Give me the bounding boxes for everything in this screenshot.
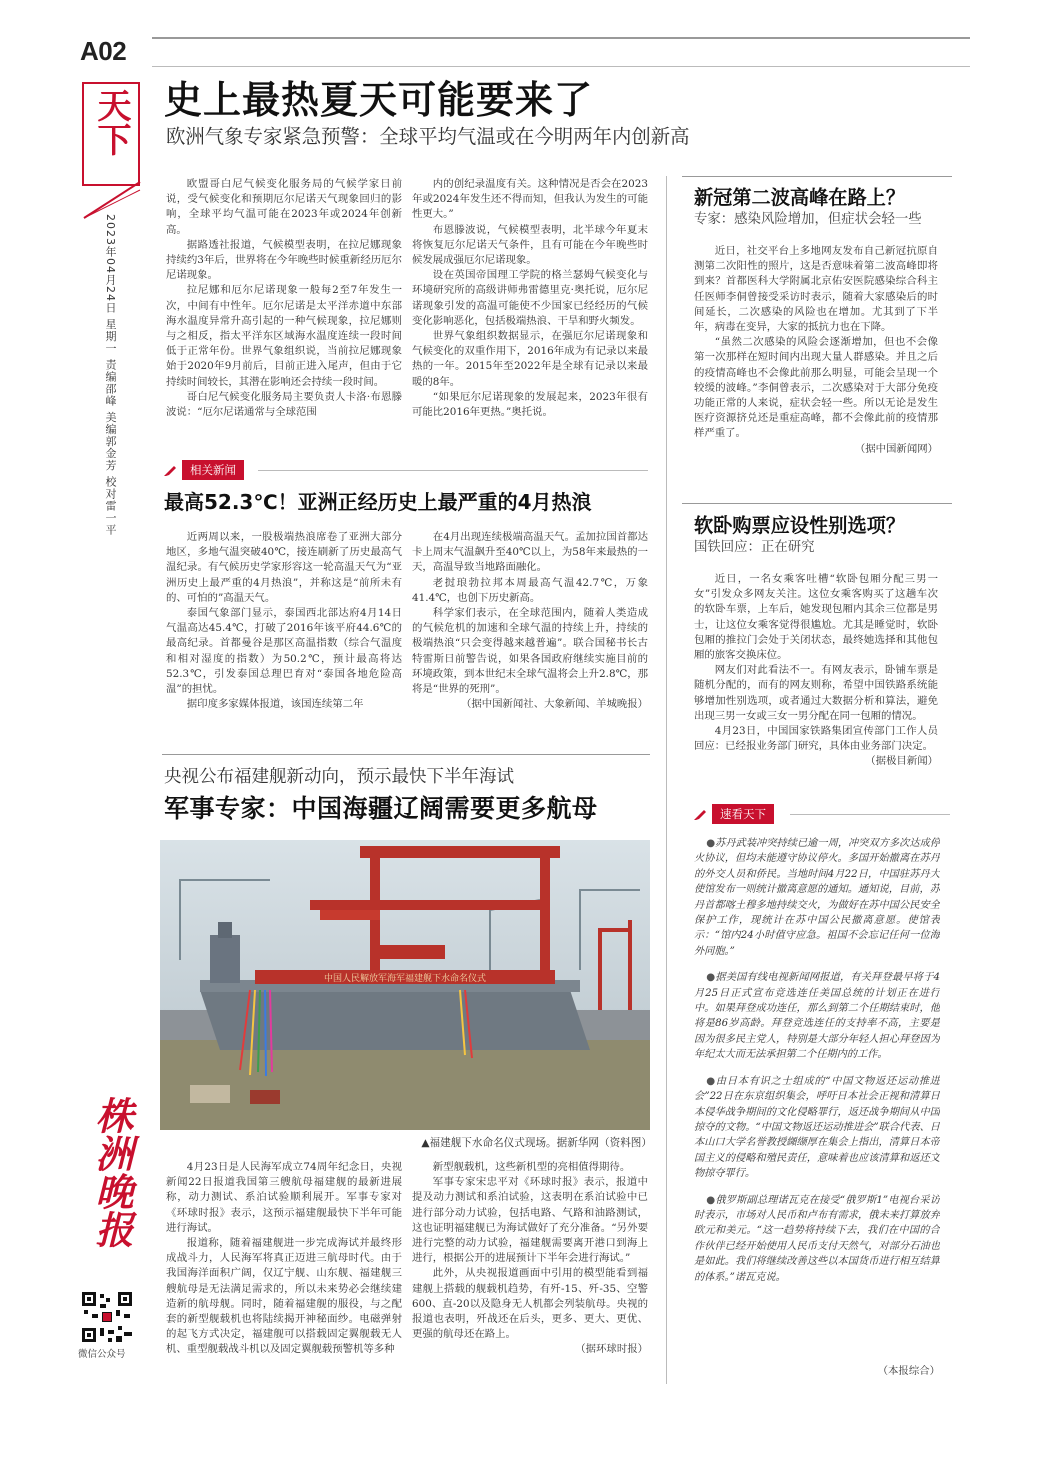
pen-icon (692, 806, 708, 822)
source-credit: （据中国新闻网） (854, 442, 938, 455)
related-tag-label: 相关新闻 (182, 460, 244, 480)
right-top-rule (682, 176, 952, 177)
related-col-1 (166, 530, 402, 742)
list-item: ●苏丹武装冲突持续已逾一周，冲突双方多次达成停火协议，但均未能遵守协议停火。多国开始撤离在苏丹的外交人员和侨民。当地时间4月22日，中国驻苏丹大使馆发布一则统计撤离意愿的通知。通知说，目前，苏丹首都喀土穆多地持续交火，为做好在苏中国公民安全保护工作，现统计在苏中国公民撤离意愿。使馆表示：“馆内24小时值守应急。祖国不会忘记任何一位海外同胞。” (694, 838, 940, 957)
quick-tag-label: 速看天下 (712, 804, 774, 824)
related-rule (258, 470, 648, 471)
paragraph: “如果厄尔尼诺现象的发展起来，2023年很有可能比2016年更热。”奥托说。 (412, 390, 648, 419)
qr-caption: 微信公众号 (78, 1349, 126, 1360)
right-rule (682, 503, 952, 504)
carrier-kicker: 央视公布福建舰新动向，预示最快下半年海试 (164, 767, 514, 787)
paragraph: 网友们对此看法不一。有网友表示，卧铺车票是随机分配的，而有的网友则称，希望中国铁路系统能够增加性别选项，或者通过大数据分析和算法，避免出现三男一女或三女一男分配在同一包厢的情况。 (694, 664, 938, 722)
berth-subtitle: 国铁回应：正在研究 (694, 540, 815, 555)
paragraph: 世界气象组织数据显示，在强厄尔尼诺现象和气候变化的双重作用下，2016年成为有记录以来最热的一年。2015年至2022年是全球有记录以来最暖的8年。 (412, 330, 648, 388)
bullet-icon: ● (706, 1075, 716, 1087)
lead-subtitle: 欧洲气象专家紧急预警：全球平均气温或在今明两年内创新高 (166, 125, 690, 148)
paragraph: 军事专家宋忠平对《环球时报》表示，报道中提及动力测试和系泊试验，这表明在系泊试验中已进行部分动力试验，包括电路、气路和油路测试，这也证明福建舰已为海试做好了充分准备。“另外要进行完整的动力试验，福建舰需要离开港口到海上进行，根据公开的进展预计下半年会进行海试。” (412, 1176, 648, 1265)
related-col-2 (412, 530, 648, 742)
paragraph: 泰国气象部门显示，泰国西北部达府4月14日气温高达45.4℃，打破了2016年该平府44.6℃的最高纪录。首都曼谷是那区高温指数（综合气温度和相对湿度的指数）为50.2℃，预计最高将达52.3℃，引发泰国总理巴育对“泰国各地危险高温”的担忧。 (166, 607, 402, 696)
paragraph: 科学家们表示，在全球范围内，随着人类造成的气候危机的加速和全球气温的持续上升，持续的极端热浪“只会变得越来越普遍”。联合国秘书长古特雷斯日前警告说，如果各国政府继续实施目前的环境政策，到本世纪末全球气温将会上升2.8℃，那将是“世界的死刑”。 (412, 607, 648, 696)
carrier-title: 军事专家：中国海疆辽阔需要更多航母 (164, 794, 598, 823)
paragraph: 此外，从央视报道画面中引用的模型能看到福建舰上搭载的舰载机趋势，有歼-15、歼-35、空警600、直-20以及隐身无人机都会列装航母。央视的报道也表明，歼战还在后头，更多、更大、更优、更强的航母还在路上。 (412, 1267, 648, 1341)
bullet-icon: ● (706, 1194, 716, 1206)
paragraph: 据印度多家媒体报道，该国连续第二年 (186, 698, 364, 711)
list-item: ●俄罗斯副总理诺瓦克在接受“俄罗斯1”电视台采访时表示，市场对人民币和卢布有需求，俄未来打算放弃欧元和美元。“这一趋势将持续下去，我们在中国的合作伙伴已经开始使用人民币支付天然气，对部分石油也是如此。我们将继续改善这些以本国货币进行相互结算的体系。”诺瓦克说。 (694, 1194, 940, 1283)
section-label: 天下 (91, 88, 131, 156)
lead-title: 史上最热夏天可能要来了 (164, 78, 594, 122)
pen-icon (162, 462, 178, 478)
paragraph: 欧盟哥白尼气候变化服务局的气候学家日前说，受气候变化和预期厄尔尼诺天气现象回归的影响，全球平均气温可能在2023年或2024年创新高。 (166, 178, 402, 236)
paragraph: 老挝琅勃拉邦本周最高气温42.7℃，万象41.4℃，也创下历史新高。 (412, 576, 648, 604)
section-rule (162, 754, 650, 755)
paragraph: 4月23日是人民海军成立74周年纪念日，央视新闻22日报道我国第三艘航母福建舰的最新进展称，动力测试、系泊试验顺利展开。军事专家对《环球时报》表示，这预示福建舰最快下半年可能进行海试。 (166, 1161, 402, 1234)
source-credit: （本报综合） (877, 1365, 940, 1377)
masthead-logo: 株洲晚报 (89, 1096, 134, 1248)
covid-title: 新冠第二波高峰在路上？ (694, 186, 906, 209)
related-title: 最高52.3℃！亚洲正经历史上最严重的4月热浪 (164, 490, 592, 514)
paragraph: 4月23日，中国国家铁路集团宣传部门工作人员回应：已经报业务部门研究，具体由业务部门决定。 (694, 725, 938, 753)
berth-body (694, 572, 938, 798)
dateline: 2023年04月24日 星期一 责编邵峰 美编郭金芳 校对雷一平 (104, 214, 117, 536)
paragraph: 近日，社交平台上多地网友发布自己新冠抗原自测第二次阳性的照片，这是否意味着第二波高峰即将到来？首都医科大学附属北京佑安医院感染综合科主任医师李侗曾接受采访时表示，随着大家感染后的时间延长，二次感染的风险也在增加。尤其到了下半年，病毒在变异，大家的抵抗力也在下降。 (694, 245, 938, 334)
carrier-photo (160, 840, 650, 1130)
carrier-col-2 (412, 1160, 648, 1384)
paragraph: 内的创纪录温度有关。这种情况是否会在2023年或2024年发生还不得而知，但我认为发生的可能性更大。” (412, 178, 648, 221)
list-item: ●据美国有线电视新闻网报道，有关拜登最早将于4月25日正式宣布竞选连任美国总统的计划正在进行中。如果拜登成功连任，那么到第二个任期结束时，他将是86岁高龄。拜登竞选连任的支持率不高，主要是因为很多民主党人，特别是大部分年轻人担心拜登因为年纪太大而无法承担第二个任期内的工作。 (694, 972, 940, 1061)
paragraph: “虽然二次感染的风险会逐渐增加，但也不会像第一次那样在短时间内出现大量人群感染。并且之后的疫情高峰也不会像此前那么明显，可能会呈现一个较缓的波峰。”李侗曾表示，二次感染对于大部分免疫功能正常的人来说，症状会轻一些。所以无论是发生医疗资源挤兑还是重症高峰，都不会像此前的疫情那样严重了。 (694, 336, 938, 440)
column-divider (666, 176, 667, 1384)
source-credit: （据中国新闻社、大象新闻、羊城晚报） (460, 698, 648, 711)
page-number: A02 (80, 36, 127, 66)
lead-col-1 (166, 177, 402, 433)
paragraph: 据路透社报道，气候模型表明，在拉尼娜现象持续约3年后，世界将在今年晚些时候重新经历厄尔尼诺现象。 (166, 238, 402, 282)
aircraft-carrier-photo-illustration (160, 840, 650, 1130)
paragraph: 在4月出现连续极端高温天气。孟加拉国首都达卡上周末气温飙升至40℃以上，为58年来最热的一天，高温导致当地路面融化。 (412, 531, 648, 574)
paragraph: 拉尼娜和厄尔尼诺现象一般每2至7年发生一次，中间有中性年。厄尔尼诺是太平洋赤道中东部海水温度异常升高引起的一种气候现象，拉尼娜则与之相反，指太平洋东区域海水温度连续一段时间低于正常年份。世界气象组织说，当前拉尼娜现象始于2020年9月前后，目前正进入尾声，但由于它持续时间较长，其潜在影响还会持续一段时间。 (166, 284, 402, 388)
header-rule (152, 37, 970, 39)
related-tag (162, 460, 244, 480)
source-credit: （据环球时报） (575, 1343, 648, 1356)
paragraph: 近日，一名女乘客吐槽“软卧包厢分配三男一女”引发众多网友关注。这位女乘客购买了这趟车次的软卧车票，上车后，她发现包厢内其余三位都是男士，让这位女乘客觉得很尴尬。尤其是睡觉时，软卧包厢的推拉门会处于关闭状态，最终她选择和其他包厢的旅客交换床位。 (694, 573, 938, 662)
list-item: ●由日本有识之士组成的“中国文物返还运动推进会”22日在东京组织集会，呼吁日本社会正视和清算日本侵华战争期间的文化侵略罪行，返还战争期间从中国掠夺的文物。“中国文物返还运动推进会”联合代表、日本山口大学名誉教授纐缬厚在集会上指出，清算日本帝国主义的侵略和殖民责任，意味着也应该清算和返还文物掠夺罪行。 (694, 1075, 940, 1180)
covid-subtitle: 专家：感染风险增加，但症状会轻一些 (694, 212, 922, 227)
lead-col-2 (412, 177, 648, 433)
paragraph: 哥白尼气候变化服务局主要负责人卡洛·布恩滕波说：“厄尔尼诺通常与全球范围 (166, 390, 402, 419)
paragraph: 新型舰载机，这些新机型的亮相值得期待。 (432, 1161, 631, 1173)
paragraph: 布恩滕波说，气候模型表明，北半球今年夏末将恢复厄尔尼诺天气条件，且有可能在今年晚些时候发展成强厄尔尼诺现象。 (412, 223, 648, 267)
covid-body (694, 244, 938, 494)
quick-rule (790, 814, 950, 815)
qr-code-icon[interactable] (80, 1290, 134, 1344)
bullet-icon: ● (706, 972, 716, 984)
quick-list (694, 836, 940, 1364)
header-rule-2 (152, 66, 970, 67)
paragraph: 设在英国帝国理工学院的格兰瑟姆气候变化与环境研究所的高级讲师弗雷德里克·奥托说，厄尔尼诺现象引发的高温可能使不少国家已经经历的气候变化影响恶化，包括极端热浪、干旱和野火频发。 (412, 269, 648, 327)
paragraph: 报道称，随着福建舰进一步完成海试并最终形成战斗力，人民海军将真正迈进三航母时代。由于我国海洋面积广阔，仅辽宁舰、山东舰、福建舰三艘航母是无法满足需求的，所以未来势必会继续建造新的航母舰。同时，随着福建舰的服役，与之配套的新型舰载机也将陆续揭开神秘面纱。电磁弹射的起飞方式决定，福建舰可以搭载固定翼舰载无人机、重型舰载战斗机以及固定翼舰载预警机等多种 (166, 1237, 402, 1356)
berth-title: 软卧购票应设性别选项？ (694, 514, 906, 537)
bullet-icon: ● (706, 838, 716, 849)
photo-banner: 中国人民解放军海军福建舰下水命名仪式 (323, 974, 487, 984)
paragraph: 近两周以来，一股极端热浪席卷了亚洲大部分地区，多地气温突破40℃，接连刷新了历史最高气温纪录。有气候历史学家形容这一轮高温天气为“亚洲历史上最严重的4月热浪”，并称这是“前所未有的、可怕的”高温天气。 (166, 531, 402, 604)
source-credit: （据极目新闻） (865, 755, 938, 768)
quick-tag (692, 804, 774, 824)
photo-caption: ▲福建舰下水命名仪式现场。据新华网（资料图） (421, 1137, 652, 1149)
carrier-col-1 (166, 1160, 402, 1384)
